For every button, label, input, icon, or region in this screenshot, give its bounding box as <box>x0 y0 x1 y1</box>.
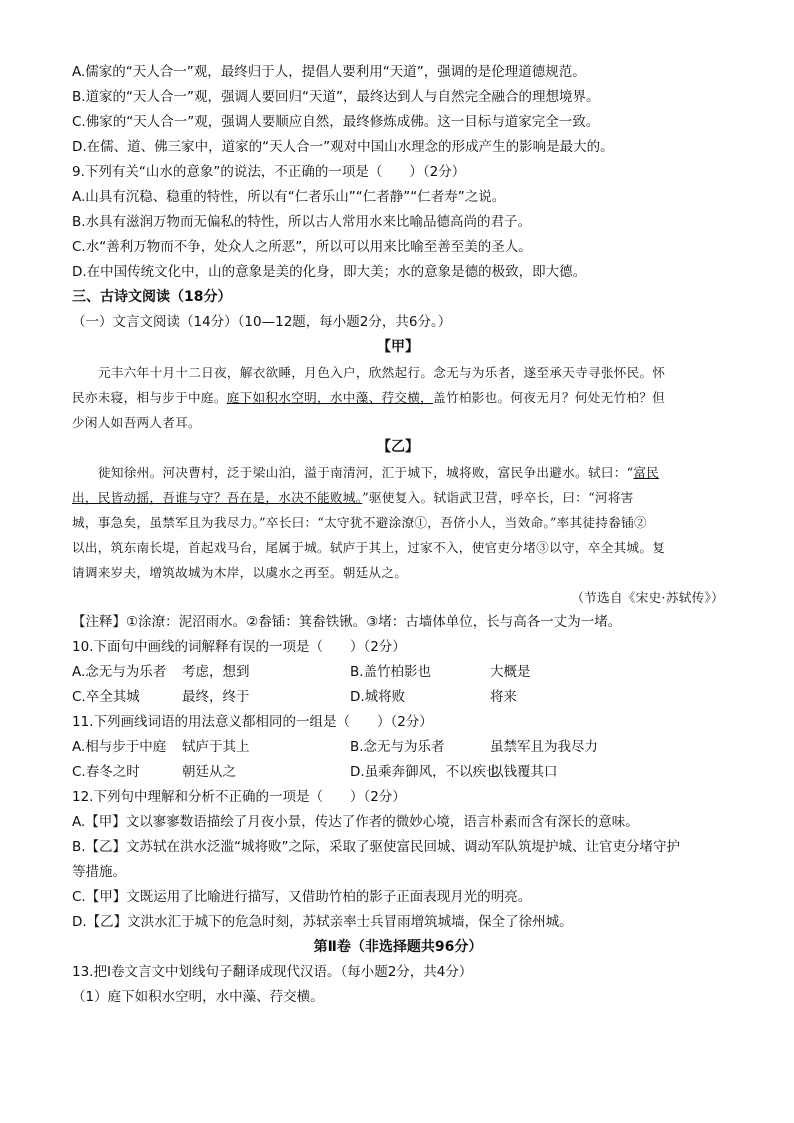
q11-option-a-pair: 轼庐于其上 <box>182 739 250 755</box>
q11-option-c-pair: 朝廷从之 <box>182 764 236 780</box>
q13-item-1: （1）庭下如积水空明，水中藻、荇交横。 <box>72 989 324 1005</box>
q10-option-a: A.念无与为乐者 <box>72 664 167 680</box>
q10-option-c-meaning: 最终，终于 <box>182 689 250 705</box>
q12-stem: 12.下列句中理解和分析不正确的一项是（ ）（2分） <box>72 789 406 805</box>
q13-stem: 13.把Ⅰ卷文言文中划线句子翻译成现代汉语。（每小题2分，共4分） <box>72 964 473 980</box>
yi-line-2 <box>72 485 724 510</box>
q8-option-a: A.儒家的“天人合一”观，最终归于人，提倡人要利用“天道”，强调的是伦理道德规范。 <box>72 64 586 80</box>
q10-option-a-meaning: 考虑，想到 <box>182 664 250 680</box>
q11-option-b: B.念无与为乐者 <box>350 739 445 755</box>
q9-option-b: B.水具有滋润万物而无偏私的特性，所以古人常用水来比喻品德高尚的君子。 <box>72 214 532 230</box>
yi-text: ”驱使复入。轼诣武卫营，呼卒长，曰：“河将害 <box>362 490 634 505</box>
q10-option-d-meaning: 将来 <box>490 689 517 705</box>
q9-option-a: A.山具有沉稳、稳重的特性，所以有“仁者乐山”“仁者静”“仁者寿”之说。 <box>72 189 506 205</box>
q8-options <box>72 60 724 160</box>
q9-stem: 9.下列有关“山水的意象”的说法，不正确的一项是（ ）（2分） <box>72 164 466 180</box>
q12-option-b: B.【乙】文苏轼在洪水泛滥“城将败”之际，采取了驱使富民回城、调动军队筑堤护城、让官吏分堵守护 <box>72 839 681 855</box>
jia-underlined-sentence: 庭下如积水空明，水中藻、荇交横， <box>226 390 434 405</box>
yi-underlined-sentence: 富民 <box>633 465 660 480</box>
q10-option-b: B.盖竹柏影也 <box>350 664 432 680</box>
q10-option-d: D.城将败 <box>350 689 406 705</box>
jia-passage <box>72 360 724 435</box>
q11-option-d-pair: 以钱覆其口 <box>490 764 558 780</box>
jia-line-3: 少闲人如吾两人者耳。 <box>72 415 201 430</box>
q11-stem: 11.下列画线词语的用法意义都相同的一组是（ ）（2分） <box>72 714 433 730</box>
exam-page <box>72 60 724 1010</box>
q12-option-c: C.【甲】文既运用了比喻进行描写，又借助竹柏的影子正面表现月光的明亮。 <box>72 889 532 905</box>
q10-stem: 10.下面句中画线的词解释有误的一项是（ ）（2分） <box>72 639 406 655</box>
q11-option-a: A.相与步于中庭 <box>72 739 167 755</box>
yi-underlined-sentence: 出，民皆动摇，吾谁与守？吾在是，水决不能败城。 <box>72 490 363 505</box>
q10-option-b-meaning: 大概是 <box>490 664 531 680</box>
yi-line-3: 城，事急矣，虽禁军且为我尽力。”卒长曰：“太守犹不避涂潦①，吾侪小人，当效命。”率其徒持畚锸② <box>72 515 647 530</box>
q9-option-d: D.在中国传统文化中，山的意象是美的化身，即大美；水的意象是德的极致，即大德。 <box>72 264 587 280</box>
jia-text: 民亦未寝，相与步于中庭。 <box>72 390 227 405</box>
q11-option-d: D.虽乘奔御风，不以疾也 <box>350 764 500 780</box>
q8-option-b: B.道家的“天人合一”观，强调人要回归“天道”，最终达到人与自然完全融合的理想境界。 <box>72 89 600 105</box>
yi-line-4: 以出，筑东南长堤，首起戏马台，尾属于城。轼庐于其上，过家不入，使官吏分堵③以守，卒全其城。复 <box>72 540 666 555</box>
question-12 <box>72 785 724 935</box>
q10-option-c: C.卒全其城 <box>72 689 140 705</box>
yi-passage <box>72 460 724 610</box>
yi-source: （节选自《宋史·苏轼传》） <box>571 590 724 605</box>
question-10 <box>72 635 724 710</box>
jia-line-2 <box>72 385 724 410</box>
yi-text: 徙知徐州。河决曹村，泛于梁山泊，溢于南清河，汇于城下，城将败，富民争出避水。轼曰：“ <box>98 465 634 480</box>
q9-option-c: C.水“善利万物而不争，处众人之所恶”，所以可以用来比喻至善至美的圣人。 <box>72 239 532 255</box>
q11-options <box>72 735 724 785</box>
q8-option-c: C.佛家的“天人合一”观，强调人要顺应自然，最终修炼成佛。这一目标与道家完全一致。 <box>72 114 600 130</box>
q10-options <box>72 660 724 710</box>
question-11 <box>72 710 724 785</box>
yi-heading: 【乙】 <box>377 439 419 455</box>
q8-option-d: D.在儒、道、佛三家中，道家的“天人合一”观对中国山水理念的形成产生的影响是最大的。 <box>72 139 614 155</box>
jia-text: 盖竹柏影也。何夜无月？何处无竹柏？但 <box>433 390 666 405</box>
q12-option-a: A.【甲】文以寥寥数语描绘了月夜小景，传达了作者的微妙心境，语言朴素而含有深长的意味。 <box>72 814 639 830</box>
part-2-title: 第Ⅱ卷（非选择题共96分） <box>313 939 483 955</box>
q12-option-d: D.【乙】文洪水汇于城下的危急时刻，苏轼亲率士兵冒雨增筑城墙，保全了徐州城。 <box>72 914 573 930</box>
annotation-notes: 【注释】①涂潦：泥沼雨水。②畚锸：箕畚铁锹。③堵：古墙体单位，长与高各一丈为一堵。 <box>72 614 622 630</box>
section-3-subtitle: （一）文言文阅读（14分）（10—12题，每小题2分，共6分。） <box>72 314 452 330</box>
jia-line-1: 元丰六年十月十二日夜，解衣欲睡，月色入户，欣然起行。念无与为乐者，遂至承天寺寻张怀民。怀 <box>98 365 666 380</box>
question-13 <box>72 960 724 1010</box>
yi-line-1 <box>72 460 724 485</box>
section-3-title: 三、古诗文阅读（18分） <box>72 289 232 305</box>
q11-option-c: C.春冬之时 <box>72 764 140 780</box>
q11-option-b-pair: 虽禁军且为我尽力 <box>490 739 598 755</box>
yi-line-5: 请调来岁夫，增筑故城为木岸，以虞水之再至。朝廷从之。 <box>72 565 408 580</box>
q12-option-b-cont: 等措施。 <box>72 864 126 880</box>
jia-heading: 【甲】 <box>377 339 419 355</box>
question-9 <box>72 160 724 285</box>
